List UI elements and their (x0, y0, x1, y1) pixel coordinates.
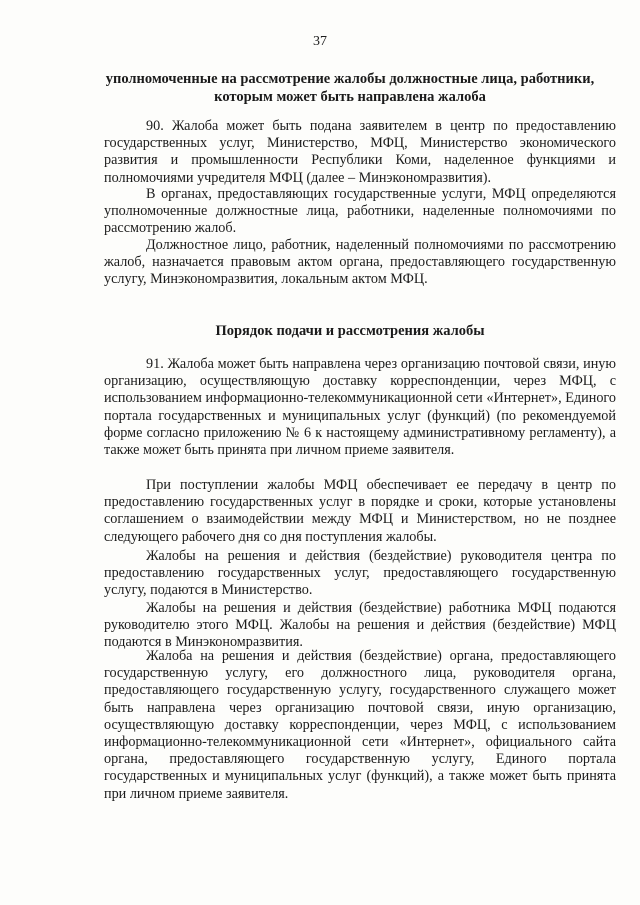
paragraph-mfc-worker-complaints: Жалобы на решения и действия (бездействие) работника МФЦ подаются руководителю этого МФЦ. Жалобы на решения и действия (бездействие) МФЦ подаются в Минэкономразвития. (104, 600, 616, 651)
paragraph-appointment: Должностное лицо, работник, наделенный полномочиями по рассмотрению жалоб, назначается правовым актом органа, предоставляющего государственную услугу, Минэкономразвития, локальным актом МФЦ. (104, 237, 616, 288)
section-heading-procedure: Порядок подачи и рассмотрения жалобы (215, 323, 485, 339)
paragraph-91: 91. Жалоба может быть направлена через организацию почтовой связи, иную организацию, осуществляющую доставку корреспонденции, через МФЦ, с использованием информационно-телекоммуникационной сети «Интернет», Единого портала государственных и муниципальных услуг (функций) (по рекомендуемой форме согласно приложению № 6 к настоящему административному регламенту), а также может быть принята при личном приеме заявителя. (104, 356, 616, 459)
paragraph-90: 90. Жалоба может быть подана заявителем в центр по предоставлению государственных услуг, Министерство, МФЦ, Министерство экономического развития и промышленности Республики Коми, наделенное функциями и полномочиями учредителя МФЦ (далее – Минэкономразвития). (104, 118, 616, 186)
paragraph-mfc-transfer: При поступлении жалобы МФЦ обеспечивает ее передачу в центр по предоставлению государственных услуг в порядке и сроки, которые установлены соглашением о взаимодействии между МФЦ и Министерством, но не позднее следующего рабочего дня со дня поступления жалобы. (104, 477, 616, 545)
section-heading-officials: уполномоченные на рассмотрение жалобы должностные лица, работники, которым может быть направлена жалоба (105, 71, 595, 105)
paragraph-authorized-officials: В органах, предоставляющих государственные услуги, МФЦ определяются уполномоченные должностные лица, работники, наделенные полномочиями по рассмотрению жалоб. (104, 186, 616, 237)
paragraph-center-head-complaints: Жалобы на решения и действия (бездействие) руководителя центра по предоставлению государственных услуг, предоставляющего государственную услугу, подаются в Министерство. (104, 548, 616, 599)
page-number: 37 (313, 34, 327, 49)
paragraph-agency-complaints: Жалоба на решения и действия (бездействие) органа, предоставляющего государственную услугу, его должностного лица, руководителя органа, предоставляющего государственную услугу, государственного служащего может быть направлена через организацию почтовой связи, иную организацию, осуществляющую доставку корреспонденции, через МФЦ, с использованием информационно-телекоммуникационной сети «Интернет», официального сайта органа, предоставляющего государственную услугу, Единого портала государственных и муниципальных услуг (функций), а также может быть принята при личном приеме заявителя. (104, 648, 616, 802)
